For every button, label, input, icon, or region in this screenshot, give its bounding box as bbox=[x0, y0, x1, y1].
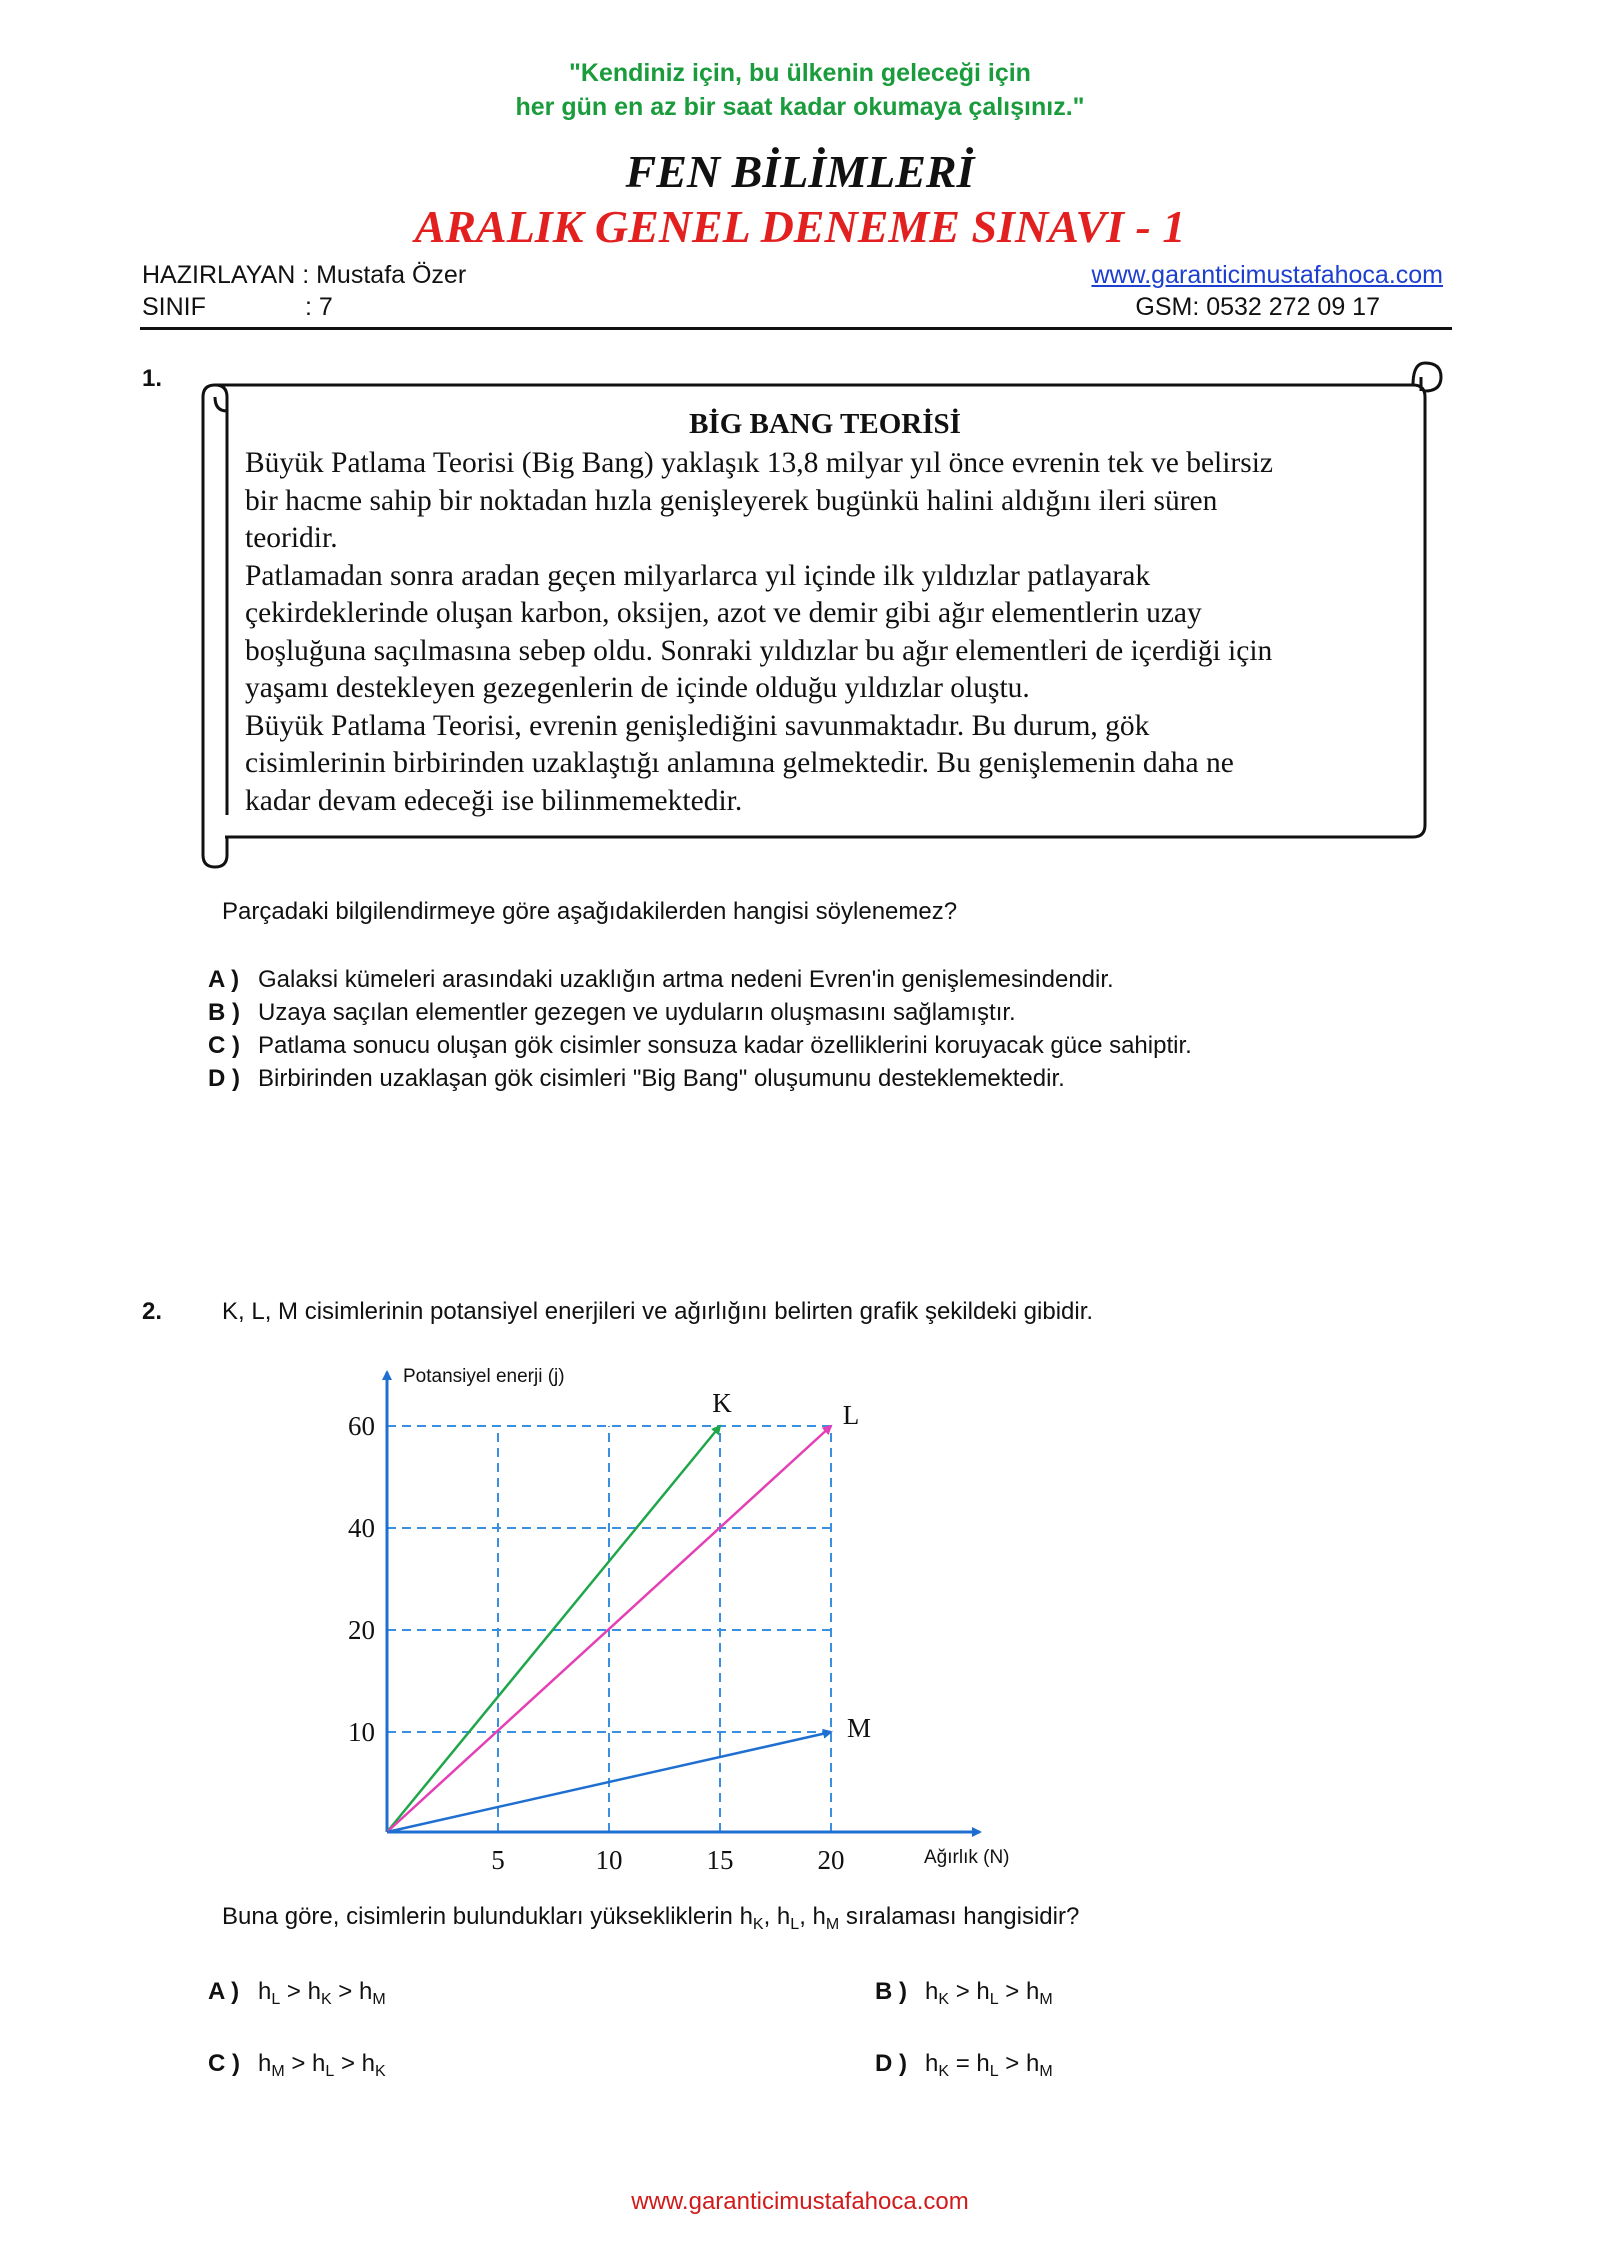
question-2-intro: K, L, M cisimlerinin potansiyel enerjileri ve ağırlığını belirten grafik şekildeki gibidir. bbox=[222, 1298, 1094, 1325]
series-label-l: L bbox=[842, 1400, 860, 1430]
x-tick-label: 15 bbox=[706, 1845, 734, 1875]
passage-line: kadar devam edeceği ise bilinmemektedir. bbox=[245, 784, 743, 817]
option-a[interactable]: A ) Galaksi kümeleri arasındaki uzaklığın artma nedeni Evren'in genişlemesindendir. bbox=[208, 966, 1114, 993]
passage bbox=[245, 445, 1425, 820]
question-2-text: Buna göre, cisimlerin bulundukları yüksekliklerin $h_K$, $h_L$, $h_M$ sıralaması hangisidir? bbox=[222, 1903, 1080, 1933]
passage-line: Büyük Patlama Teorisi (Big Bang) yaklaşık 13,8 milyar yıl önce evrenin tek ve belirsiz bbox=[245, 447, 1274, 479]
question-1-text: Parçadaki bilgilendirmeye göre aşağıdakilerden hangisi söylenemez? bbox=[222, 898, 958, 925]
option-a[interactable]: A ) $h_L > h_K > h_M$ bbox=[208, 1978, 386, 2008]
series-label-m: M bbox=[846, 1713, 872, 1743]
option-d[interactable]: D ) Birbirinden uzaklaşan gök cisimleri "Big Bang" oluşumunu desteklemektedir. bbox=[208, 1065, 1065, 1092]
energy-weight-chart bbox=[300, 1360, 1060, 1880]
exam-title: ARALIK GENEL DENEME SINAVI - 1 bbox=[414, 201, 1186, 252]
option-b[interactable]: B ) $h_K > h_L > h_M$ bbox=[875, 1978, 1053, 2008]
question-1-number: 1. bbox=[142, 365, 163, 392]
y-axis-label: Potansiyel enerji (j) bbox=[403, 1366, 565, 1387]
passage-line: çekirdeklerinde oluşan karbon, oksijen, azot ve demir gibi ağır elementlerin uzay bbox=[245, 597, 1202, 629]
class-value: : 7 bbox=[305, 293, 333, 321]
header-divider bbox=[140, 327, 1452, 330]
option-c[interactable]: C ) $h_M > h_L > h_K$ bbox=[208, 2050, 386, 2080]
passage-line: teoridir. bbox=[245, 522, 338, 554]
x-axis-label: Ağırlık (N) bbox=[924, 1847, 1010, 1868]
motto-line-1: "Kendiniz için, bu ülkenin geleceği için bbox=[569, 59, 1031, 87]
option-d[interactable]: D ) $h_K = h_L > h_M$ bbox=[875, 2050, 1053, 2080]
x-tick-label: 10 bbox=[595, 1845, 623, 1875]
passage-line: Patlamadan sonra aradan geçen milyarlarca yıl içinde ilk yıldızlar patlayarak bbox=[245, 559, 1151, 592]
passage-line: bir hacme sahip bir noktadan hızla genişleyerek bugünkü halini aldığını ileri süren bbox=[245, 484, 1218, 517]
y-tick-label: 60 bbox=[348, 1411, 375, 1441]
y-tick-label: 20 bbox=[348, 1615, 375, 1645]
phone-number: GSM: 0532 272 09 17 bbox=[1135, 293, 1380, 321]
passage-line: boşluğuna saçılmasına sebep oldu. Sonraki yıldızlar bu ağır elementleri de içerdiği için bbox=[245, 634, 1273, 667]
x-tick-label: 5 bbox=[491, 1845, 505, 1875]
y-tick-label: 40 bbox=[348, 1513, 375, 1543]
y-tick-label: 10 bbox=[348, 1717, 375, 1747]
question-1-options bbox=[208, 963, 1192, 1095]
passage-line: Büyük Patlama Teorisi, evrenin genişlediğini savunmaktadır. Bu durum, gök bbox=[245, 709, 1150, 742]
passage-line: yaşamı destekleyen gezegenlerin de içinde olduğu yıldızlar oluştu. bbox=[245, 672, 1030, 704]
x-tick-label: 20 bbox=[817, 1845, 845, 1875]
author-label: HAZIRLAYAN : Mustafa Özer bbox=[142, 261, 467, 289]
passage-line: cisimlerinin birbirinden uzaklaştığı anlamına gelmektedir. Bu genişlemenin daha ne bbox=[245, 747, 1234, 779]
series-label-k: K bbox=[712, 1388, 732, 1418]
footer-website[interactable]: www.garanticimustafahoca.com bbox=[631, 2188, 969, 2215]
motto-line-2: her gün en az bir saat kadar okumaya çalışınız." bbox=[515, 93, 1085, 121]
option-b[interactable]: B ) Uzaya saçılan elementler gezegen ve uyduların oluşmasını sağlamıştır. bbox=[208, 999, 1016, 1026]
scroll-title: BİG BANG TEORİSİ bbox=[689, 408, 961, 440]
option-c[interactable]: C ) Patlama sonucu oluşan gök cisimler sonsuza kadar özelliklerini koruyacak güce sahiptir. bbox=[208, 1032, 1192, 1059]
class-label: SINIF bbox=[142, 293, 206, 321]
page-title: FEN BİLİMLERİ bbox=[625, 146, 975, 197]
question-2-number: 2. bbox=[142, 1298, 163, 1325]
website-link[interactable]: www.garanticimustafahoca.com bbox=[1091, 261, 1443, 289]
